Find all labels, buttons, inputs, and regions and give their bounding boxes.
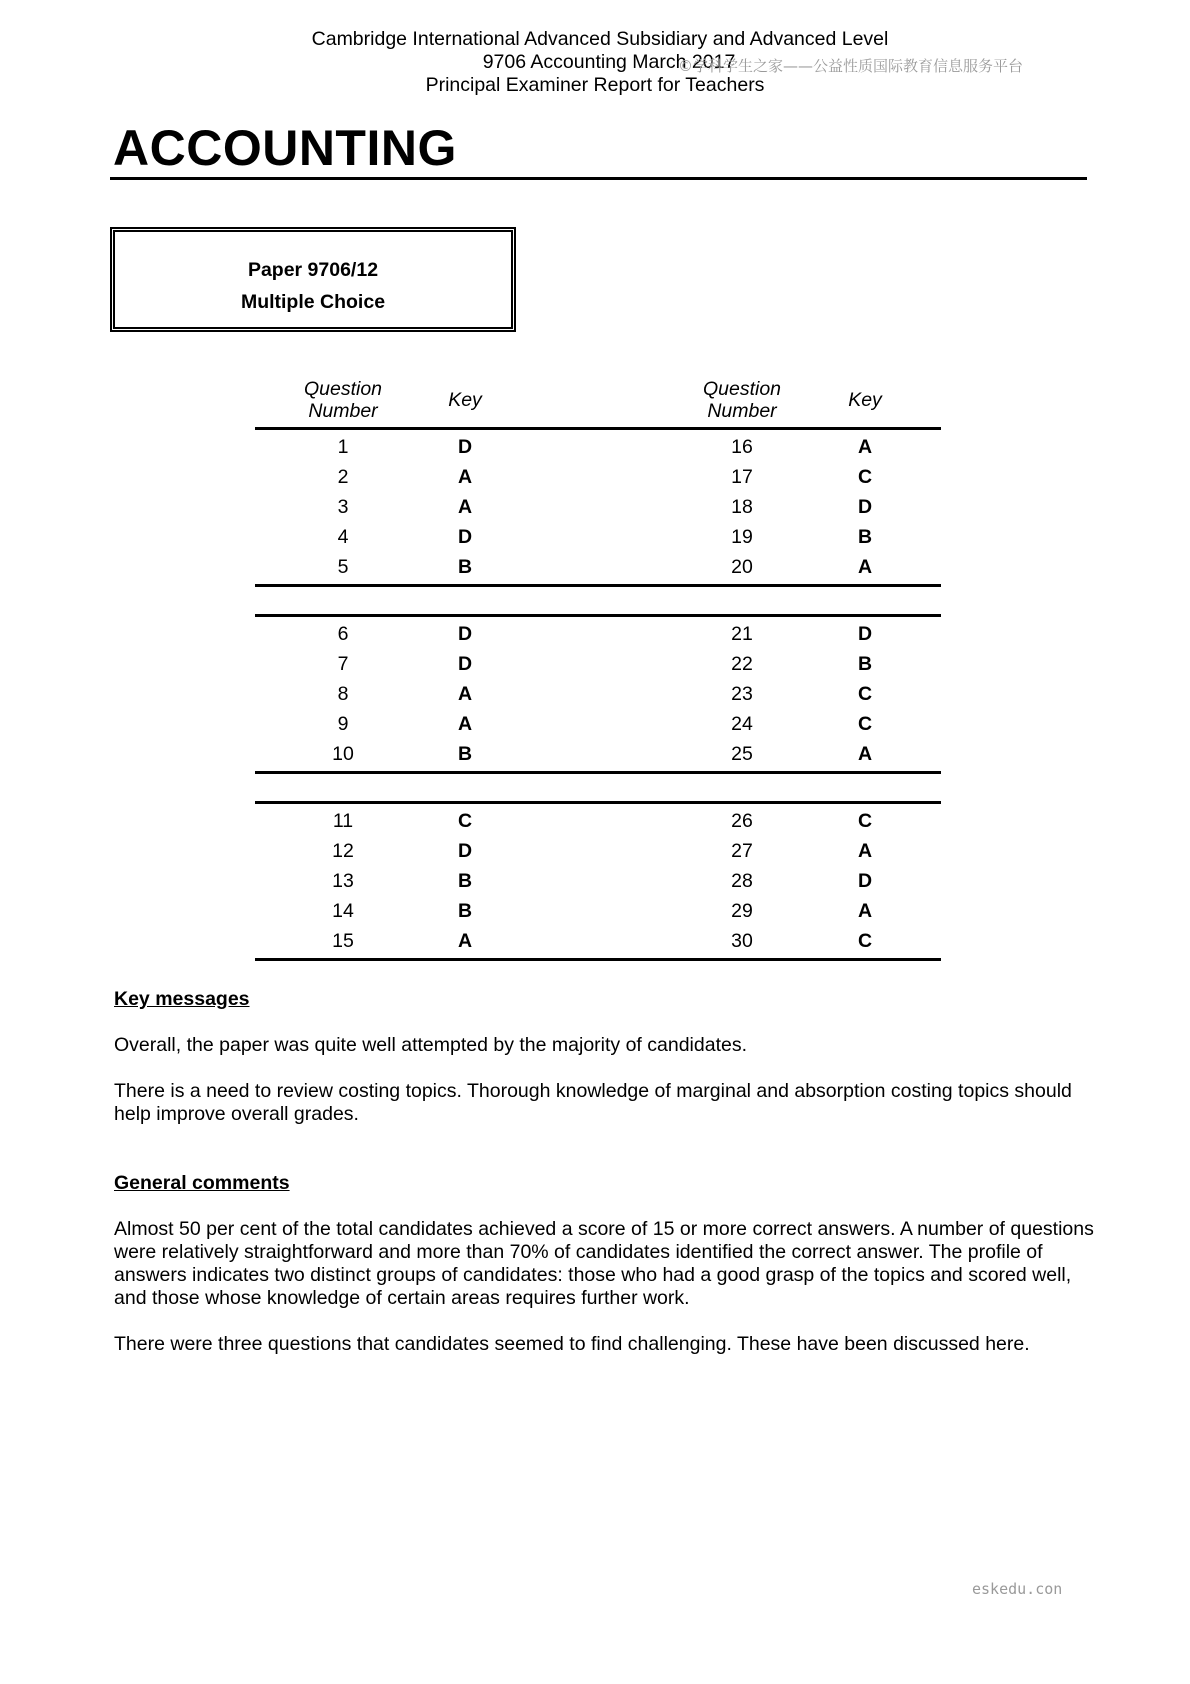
group-separator bbox=[255, 774, 941, 804]
answer-group-3 bbox=[255, 804, 941, 961]
title-divider bbox=[110, 177, 1087, 180]
table-row: 10 B 25 A bbox=[332, 743, 873, 765]
table-row: 2 A 17 C bbox=[337, 466, 873, 488]
paper-code: Paper 9706/12 bbox=[247, 259, 379, 281]
footer-watermark: eskedu.con bbox=[972, 1580, 1063, 1598]
table-row: 4 D 19 B bbox=[337, 526, 873, 548]
header-key-right: Key bbox=[848, 389, 882, 411]
table-row: 1 D 16 A bbox=[337, 436, 873, 458]
general-comments-heading: General comments bbox=[114, 1172, 290, 1194]
table-row: 13 B 28 D bbox=[332, 870, 873, 892]
header-watermark: ©学科学生之家——公益性质国际教育信息服务平台 bbox=[678, 57, 1024, 75]
table-row: 3 A 18 D bbox=[337, 496, 873, 518]
general-comments-paragraph-2: There were three questions that candidates seemed to find challenging. These have been discussed here. bbox=[114, 1333, 1030, 1355]
key-messages-heading: Key messages bbox=[114, 988, 250, 1010]
answer-group-2 bbox=[255, 617, 941, 774]
table-row: 14 B 29 A bbox=[332, 900, 873, 922]
header-question-number-left: Question Number bbox=[303, 378, 383, 422]
key-messages-paragraph-2: There is a need to review costing topics. Thorough knowledge of marginal and absorption costing topics should help improve overall grades. bbox=[114, 1080, 1072, 1125]
header-question-number-right: Question Number bbox=[702, 378, 782, 422]
header-key-left: Key bbox=[448, 389, 482, 411]
table-row: 12 D 27 A bbox=[332, 840, 873, 862]
answer-key-table bbox=[255, 375, 941, 961]
header-line-syllabus: 9706 Accounting March 2017 bbox=[482, 51, 736, 73]
table-row: 11 C 26 C bbox=[332, 810, 873, 832]
paper-type: Multiple Choice bbox=[240, 291, 386, 313]
table-row: 7 D 22 B bbox=[337, 653, 873, 675]
table-row: 8 A 23 C bbox=[337, 683, 873, 705]
table-row: 6 D 21 D bbox=[337, 623, 873, 645]
header-line-report-type: Principal Examiner Report for Teachers bbox=[425, 74, 765, 96]
paper-info-box bbox=[110, 227, 516, 332]
page-title: ACCOUNTING bbox=[113, 120, 457, 176]
header-line-qualification: Cambridge International Advanced Subsidiary and Advanced Level bbox=[311, 28, 889, 50]
table-row: 9 A 24 C bbox=[337, 713, 873, 735]
general-comments-paragraph-1: Almost 50 per cent of the total candidates achieved a score of 15 or more correct answers. A number of questions were relatively straightforward and more than 70% of candidates identified the correct answer. The profile of answers indicates two distinct groups of candidates: those who had a good grasp of the topics and scored well, and those whose knowledge of certain areas requires further work. bbox=[114, 1218, 1094, 1309]
table-row: 15 A 30 C bbox=[332, 930, 873, 952]
answer-group-1 bbox=[255, 430, 941, 587]
answer-key-header bbox=[255, 375, 941, 430]
table-row: 5 B 20 A bbox=[337, 556, 873, 578]
key-messages-paragraph-1: Overall, the paper was quite well attempted by the majority of candidates. bbox=[114, 1034, 747, 1056]
group-separator bbox=[255, 587, 941, 617]
